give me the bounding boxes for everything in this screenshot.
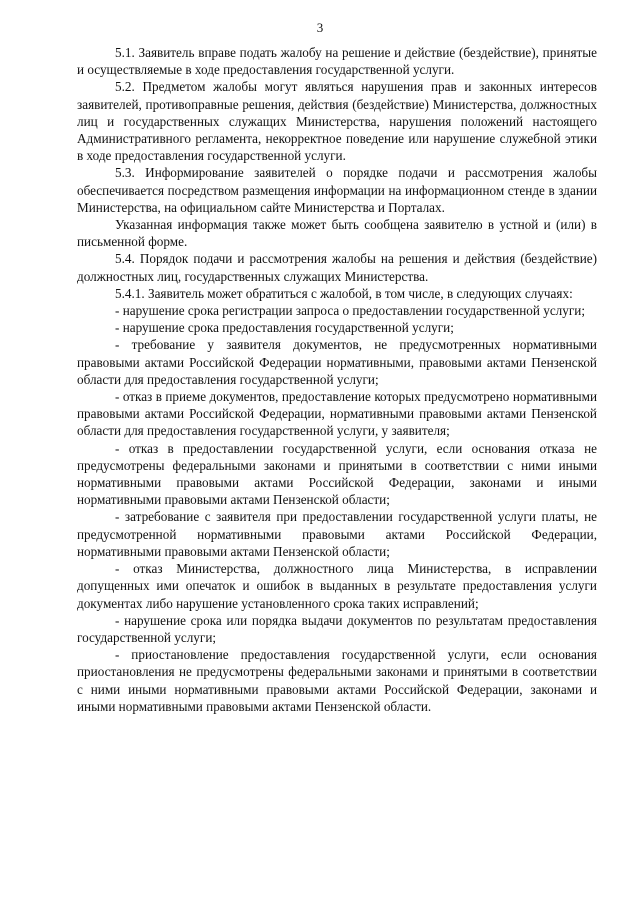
list-item: - отказ в предоставлении государственной услуги, если основания отказа не предусмотрены федеральными законами и принятыми в соответствии с ними иными нормативными правовыми актами Российской Федерации, законами и иными нормативными правовыми актами Пензенской области; — [77, 440, 597, 508]
list-item: - отказ Министерства, должностного лица Министерства, в исправлении допущенных ими опечаток и ошибок в выданных в результате предоставления услуги документах либо нарушение установленного срока таких исправлений; — [77, 561, 597, 611]
list-item: - затребование с заявителя при предоставлении государственной услуги платы, не предусмотренной нормативными правовыми актами Российской Федерации, нормативными правовыми актами Пензенской области; — [77, 509, 597, 559]
list-item: - требование у заявителя документов, не предусмотренных нормативными правовыми актами Российской Федерации нормативными, правовыми актами Пензенской области для предоставления государственной услуги; — [77, 337, 597, 387]
paragraph-5-4: 5.4. Порядок подачи и рассмотрения жалобы на решения и действия (бездействие) должностных лиц, государственных служащих Министерства. — [77, 251, 597, 284]
paragraph-5-2: 5.2. Предметом жалобы могут являться нарушения прав и законных интересов заявителей, противоправные решения, действия (бездействие) Министерства, должностных лиц и государственных служащих Министерства, нарушения положений настоящего Административного регламента, некорректное поведение или нарушение служебной этики в ходе предоставления государственной услуги. — [77, 79, 597, 164]
paragraph-info-note: Указанная информация также может быть сообщена заявителю в устной и (или) в письменной форме. — [77, 217, 597, 250]
list-item: - отказ в приеме документов, предоставление которых предусмотрено нормативными правовыми актами Российской Федерации, нормативными правовыми актами Пензенской области для предоставления государственной услуги, у заявителя; — [77, 389, 597, 439]
paragraph-5-3: 5.3. Информирование заявителей о порядке подачи и рассмотрения жалобы обеспечивается посредством размещения информации на информационном стенде в здании Министерства, на официальном сайте Министерства и Порталах. — [77, 165, 597, 215]
list-item: - нарушение срока предоставления государственной услуги; — [115, 320, 454, 336]
paragraph-5-4-1: 5.4.1. Заявитель может обратиться с жалобой, в том числе, в следующих случаях: — [115, 285, 573, 301]
document-body — [77, 44, 597, 715]
list-item: - приостановление предоставления государственной услуги, если основания приостановления не предусмотрены федеральными законами и принятыми в соответствии с ними иными нормативными правовыми актами Российской Федерации, законами и иными нормативными правовыми актами Пензенской области. — [77, 647, 597, 714]
list-item: - нарушение срока регистрации запроса о предоставлении государственной услуги; — [115, 303, 585, 319]
list-item: - нарушение срока или порядка выдачи документов по результатам предоставления государственной услуги; — [77, 612, 597, 645]
paragraph-5-1: 5.1. Заявитель вправе подать жалобу на решение и действие (бездействие), принятые и осуществляемые в ходе предоставления государственной услуги. — [77, 45, 597, 78]
page-number: 3 — [316, 20, 324, 35]
